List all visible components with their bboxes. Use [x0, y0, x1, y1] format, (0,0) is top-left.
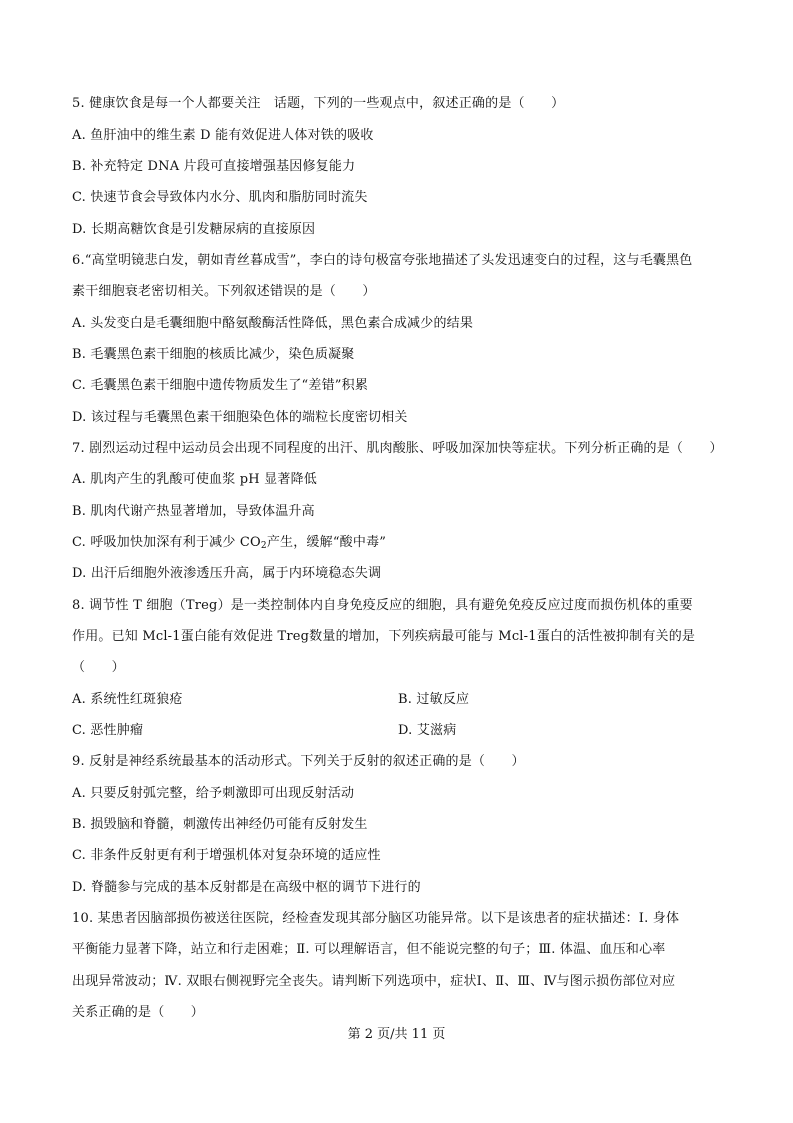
q10-stem-line2: 平衡能力显著下降，站立和行走困难；Ⅱ. 可以理解语言，但不能说完整的句子；Ⅲ. 体温、血压和心率: [72, 942, 666, 957]
q10-stem-line4: 关系正确的是（ ）: [72, 1005, 205, 1020]
q5-option-b: B. 补充特定 DNA 片段可直接增强基因修复能力: [72, 159, 356, 174]
q6-option-d: D. 该过程与毛囊黑色素干细胞染色体的端粒长度密切相关: [72, 410, 408, 425]
q7-option-c-tail: 产生，缓解“酸中毒”: [266, 535, 387, 550]
q5-option-c: C. 快速节食会导致体内水分、肌肉和脂肪同时流失: [72, 190, 368, 205]
q7-option-c: [72, 534, 386, 552]
q9-stem: 9. 反射是神经系统最基本的活动形式。下列关于反射的叙述正确的是（ ）: [72, 754, 525, 769]
q7-option-c-subscript: 2: [260, 541, 267, 551]
q7-option-d: D. 出汗后细胞外液渗透压升高，属于内环境稳态失调: [72, 566, 382, 581]
q9-option-b: B. 损毁脑和脊髓，刺激传出神经仍可能有反射发生: [72, 817, 368, 832]
q6-option-b: B. 毛囊黑色素干细胞的核质比减少，染色质凝聚: [72, 347, 355, 362]
q10-stem-line3: 出现异常波动；Ⅳ. 双眼右侧视野完全丧失。请判断下列选项中，症状Ⅰ、Ⅱ、Ⅲ、Ⅳ与图示损伤部位对应: [72, 974, 676, 989]
q8-stem-line2: 作用。已知 Mcl-1蛋白能有效促进 Treg数量的增加，下列疾病最可能与 Mcl-1蛋白的活性被抑制有关的是: [72, 629, 696, 644]
q7-stem: 7. 剧烈运动过程中运动员会出现不同程度的出汗、肌肉酸胀、呼吸加深加快等症状。下列分析正确的是（ ）: [72, 441, 723, 456]
q6-stem-line1: 6.“高堂明镜悲白发，朝如青丝暮成雪”，李白的诗句极富夸张地描述了头发迅速变白的过程，这与毛囊黑色: [72, 253, 693, 268]
page-footer: 第 2 页/共 11 页: [347, 1027, 446, 1042]
q5-option-a: A. 鱼肝油中的维生素 D 能有效促进人体对铁的吸收: [72, 128, 374, 143]
q8-option-a: A. 系统性红斑狼疮: [72, 692, 183, 707]
q8-option-c: C. 恶性肿瘤: [72, 723, 144, 738]
q7-option-a: A. 肌肉产生的乳酸可使血浆 pH 显著降低: [72, 472, 317, 487]
q6-stem-line2: 素干细胞衰老密切相关。下列叙述错误的是（ ）: [72, 284, 376, 299]
q8-option-b: B. 过敏反应: [398, 692, 470, 707]
q8-stem-line3: （ ）: [72, 660, 125, 675]
q10-stem-line1: 10. 某患者因脑部损伤被送往医院，经检查发现其部分脑区功能异常。以下是该患者的症状描述：Ⅰ. 身体: [72, 911, 680, 926]
q6-option-a: A. 头发变白是毛囊细胞中酪氨酸酶活性降低，黑色素合成减少的结果: [72, 316, 474, 331]
q8-stem-line1: 8. 调节性 T 细胞（Treg）是一类控制体内自身免疫反应的细胞，具有避免免疫反应过度而损伤机体的重要: [72, 598, 693, 613]
q7-option-c-text: C. 呼吸加快加深有利于减少 CO: [72, 535, 261, 550]
q7-option-b: B. 肌肉代谢产热显著增加，导致体温升高: [72, 504, 315, 519]
q9-option-c: C. 非条件反射更有利于增强机体对复杂环境的适应性: [72, 848, 381, 863]
q5-stem: 5. 健康饮食是每一个人都要关注 话题，下列的一些观点中，叙述正确的是（ ）: [72, 96, 565, 111]
q9-option-a: A. 只要反射弧完整，给予刺激即可出现反射活动: [72, 786, 355, 801]
q8-option-d: D. 艾滋病: [398, 723, 457, 738]
q5-option-d: D. 长期高糖饮食是引发糖尿病的直接原因: [72, 222, 316, 237]
q9-option-d: D. 脊髓参与完成的基本反射都是在高级中枢的调节下进行的: [72, 880, 421, 895]
q6-option-c: C. 毛囊黑色素干细胞中遗传物质发生了“差错”积累: [72, 378, 369, 393]
